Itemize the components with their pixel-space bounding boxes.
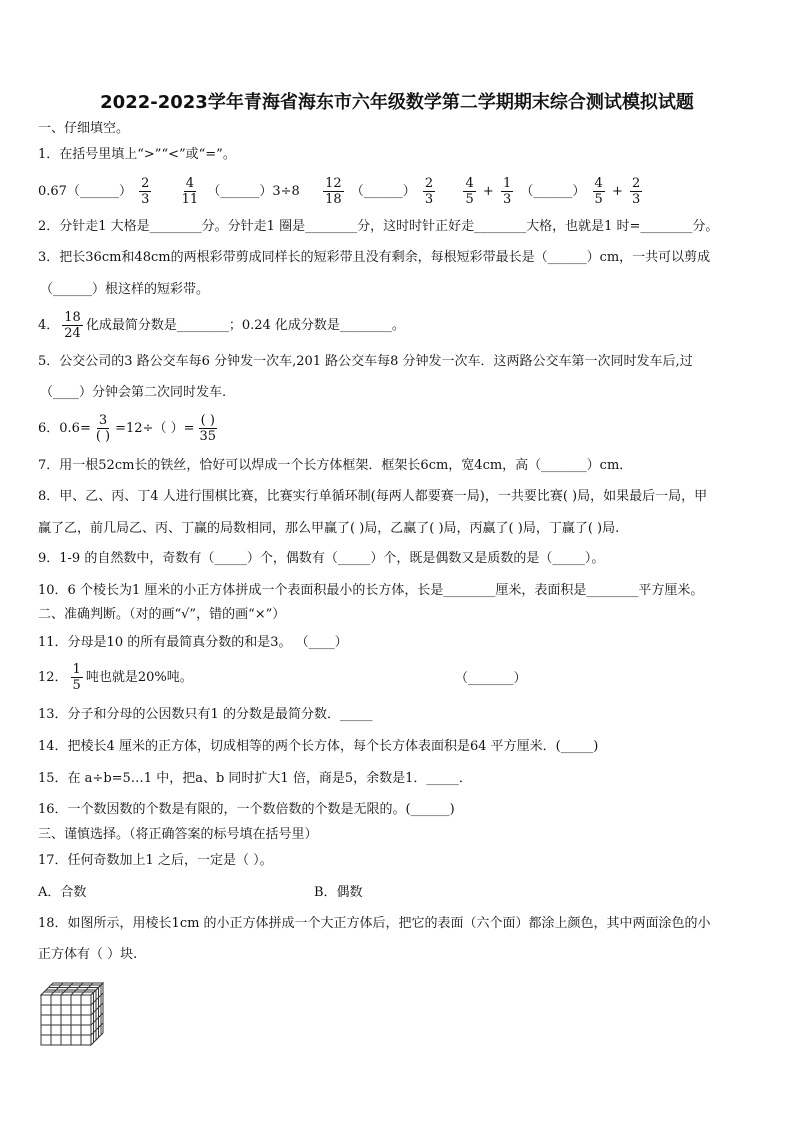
fraction: $\frac{( )}{35}$: [199, 413, 217, 444]
question-3-line-1: 3．把长36cm和48cm的两根彩带剪成同样长的短彩带且没有剩余，每根短彩带最长是（______）cm，一共可以剪成: [38, 250, 711, 265]
question-1-row: [38, 172, 645, 212]
question-3-line-2: （______）根这样的短彩带。: [40, 282, 210, 297]
q1-item-b-mid: （______）3÷8: [207, 184, 300, 199]
question-8-line-1: 8．甲、乙、丙、丁4 人进行围棋比赛，比赛实行单循环制(每两人都要赛一局)，一共要比赛( )局，如果最后一局，甲: [38, 489, 708, 504]
question-12-answer-blank: （_______）: [455, 671, 527, 686]
plus-sign: +: [482, 184, 494, 199]
section-3-heading: 三、谨慎选择。（将正确答案的标号填在括号里）: [38, 827, 318, 842]
question-6: 6．0.6= $\frac{3}{( )}$ =12÷（ ）= $\frac{( )}{35}$: [38, 413, 217, 444]
question-2: 2．分针走1 大格是________分。分针走1 圈是________分，这时时针正好走________大格，也就是1 时=________分。: [38, 219, 719, 234]
question-1-text: 1．在括号里填上“>”“<”或“=”。: [38, 147, 236, 162]
question-9: 9．1-9 的自然数中，奇数有（_____）个，偶数有（_____）个，既是偶数又是质数的是（_____）。: [38, 551, 605, 566]
question-15: 15．在 a÷b=5…1 中，把a、b 同时扩大1 倍，商是5，余数是1．_____．: [38, 771, 472, 786]
q1-item-e-mid: （______）: [520, 184, 586, 199]
question-8-line-2: 赢了乙，前几局乙、丙、丁赢的局数相同，那么甲赢了( )局，乙赢了( )局，丙赢了( )局，丁赢了( )局.: [38, 521, 620, 536]
fraction: $\frac{4}{11}$: [181, 176, 199, 207]
q1-item-a-left: 0.67（______）: [38, 184, 132, 199]
fraction: $\frac{4}{5}$: [465, 176, 474, 207]
fraction: $\frac{12}{18}$: [325, 176, 342, 207]
fraction: $\frac{2}{3}$: [424, 176, 434, 207]
question-18-line-1: 18．如图所示，用棱长1cm 的小正方体拼成一个大正方体后，把它的表面（六个面）都涂上颜色，其中两面涂色的小: [38, 916, 711, 931]
question-4: 4． $\frac{18}{24}$ 化成最简分数是________；0.24 化成分数是________。: [38, 310, 405, 341]
question-5-line-2: （____）分钟会第二次同时发车.: [40, 385, 227, 400]
question-17: 17．任何奇数加上1 之后，一定是（ ）。: [38, 853, 273, 868]
question-10: 10．6 个棱长为1 厘米的小正方体拼成一个表面积最小的长方体，长是________厘米，表面积是________平方厘米。: [38, 583, 704, 598]
question-17-option-b: B．偶数: [314, 885, 363, 900]
section-1-heading: 一、仔细填空。: [38, 121, 130, 136]
fraction: $\frac{4}{5}$: [594, 176, 603, 207]
fraction: $\frac{18}{24}$: [64, 310, 81, 341]
question-5-line-1: 5．公交公司的3 路公交车每6 分钟发一次车,201 路公交车每8 分钟发一次车．这两路公交车第一次同时发车后,过: [38, 354, 693, 369]
fraction: $\frac{3}{( )}$: [95, 413, 111, 444]
fraction: $\frac{1}{5}$: [72, 662, 81, 693]
cube-grid-figure: [40, 982, 106, 1048]
fraction: $\frac{2}{3}$: [141, 176, 150, 207]
question-16: 16．一个数因数的个数是有限的，一个数倍数的个数是无限的。(______): [38, 802, 455, 817]
question-17-option-a: A．合数: [38, 885, 87, 900]
question-13: 13．分子和分母的公因数只有1 的分数是最简分数．_____: [38, 707, 373, 722]
page-title: 2022-2023学年青海省海东市六年级数学第二学期期末综合测试模拟试题: [100, 92, 694, 113]
section-2-heading: 二、准确判断。（对的画“√”，错的画“×”）: [38, 607, 286, 622]
fraction: $\frac{1}{3}$: [502, 176, 512, 207]
q1-item-c-mid: （______）: [350, 184, 416, 199]
question-12: 12． $\frac{1}{5}$ 吨也就是20%吨。: [38, 662, 193, 693]
fraction: $\frac{2}{3}$: [631, 176, 641, 207]
question-18-line-2: 正方体有（ ）块.: [38, 947, 138, 962]
question-11: 11．分母是10 的所有最简真分数的和是3。 （____）: [38, 635, 348, 650]
question-14: 14．把棱长4 厘米的正方体，切成相等的两个长方体，每个长方体表面积是64 平方厘米．(_____): [38, 739, 599, 754]
plus-sign: +: [611, 184, 623, 199]
question-7: 7．用一根52cm长的铁丝，恰好可以焊成一个长方体框架．框架长6cm，宽4cm，高（_______）cm．: [38, 458, 633, 473]
